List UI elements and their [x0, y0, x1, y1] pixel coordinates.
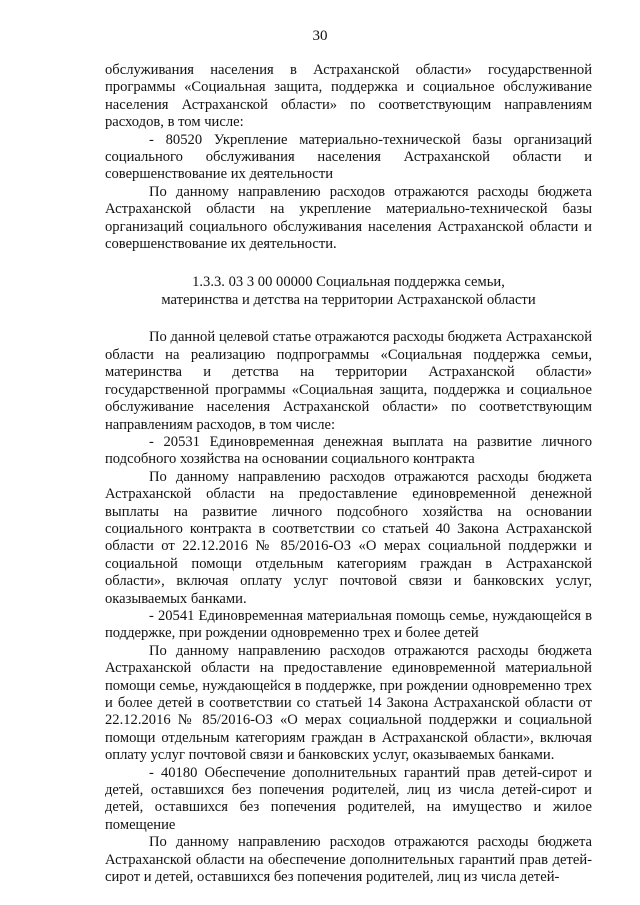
paragraph-20541-description: По данному направлению расходов отражаются расходы бюджета Астраханской области на предоставление единовременной материальной помощи семье, нуждающейся в поддержке, при рождении одновременно трех и более детей в соответствии со статьей 14 Закона Астраханской области от 22.12.2016 № 85/2016-ОЗ «О мерах социальной поддержки и социальной помощи отдельным категориям граждан в Астраханской области», включая оплату услуг почтовой связи и банковских услуг, оказываемых банками. [105, 642, 592, 764]
paragraph-40180-description: По данному направлению расходов отражаются расходы бюджета Астраханской области на обеспечение дополнительных гарантий прав детей-сирот и детей, оставшихся без попечения родителей, лиц из числа детей- [105, 834, 592, 886]
document-body [105, 62, 592, 886]
paragraph-continuation: обслуживания населения в Астраханской области» государственной программы «Социальная защита, поддержка и социальное обслуживание населения Астраханской области» по соответствующим направлениям расходов, в том числе: [105, 62, 592, 131]
heading-line-2: материнства и детства на территории Астраханской области [161, 292, 536, 309]
expense-direction-80520: - 80520 Укрепление материально-технической базы организаций социального обслуживания населения Астраханской области и совершенствование их деятельности [105, 131, 592, 183]
expense-direction-20541: - 20541 Единовременная материальная помощь семье, нуждающейся в поддержке, при рождении одновременно трех и более детей [105, 607, 592, 642]
expense-direction-20531: - 20531 Единовременная денежная выплата на развитие личного подсобного хозяйства на основании социального контракта [105, 433, 592, 468]
page-number: 30 [312, 28, 328, 44]
paragraph-20531-description: По данному направлению расходов отражаются расходы бюджета Астраханской области на предоставление единовременной денежной выплаты на развитие личного подсобного хозяйства на основании социального контракта в соответствии со статьей 40 Закона Астраханской области от 22.12.2016 № 85/2016-ОЗ «О мерах социальной поддержки и социальной помощи отдельным категориям граждан в Астраханской области», включая оплату услуг почтовой связи и банковских услуг, оказываемых банками. [105, 468, 592, 607]
paragraph-target-article: По данной целевой статье отражаются расходы бюджета Астраханской области на реализацию подпрограммы «Социальная поддержка семьи, материнства и детства на территории Астраханской области» государственной программы «Социальная защита, поддержка и социальное обслуживание населения Астраханской области» по соответствующим направлениям расходов, в том числе: [105, 329, 592, 433]
expense-direction-40180: - 40180 Обеспечение дополнительных гарантий прав детей-сирот и детей, оставшихся без попечения родителей, лиц из числа детей-сирот и детей, оставшихся без попечения родителей, на имущество и жилое помещение [105, 764, 592, 833]
heading-line-1: 1.3.3. 03 3 00 00000 Социальная поддержка семьи, [192, 274, 505, 291]
paragraph-80520-description: По данному направлению расходов отражаются расходы бюджета Астраханской области на укрепление материально-технической базы организаций социального обслуживания населения Астраханской области и совершенствование их деятельности. [105, 183, 592, 253]
section-heading-1-3-3 [105, 273, 592, 309]
